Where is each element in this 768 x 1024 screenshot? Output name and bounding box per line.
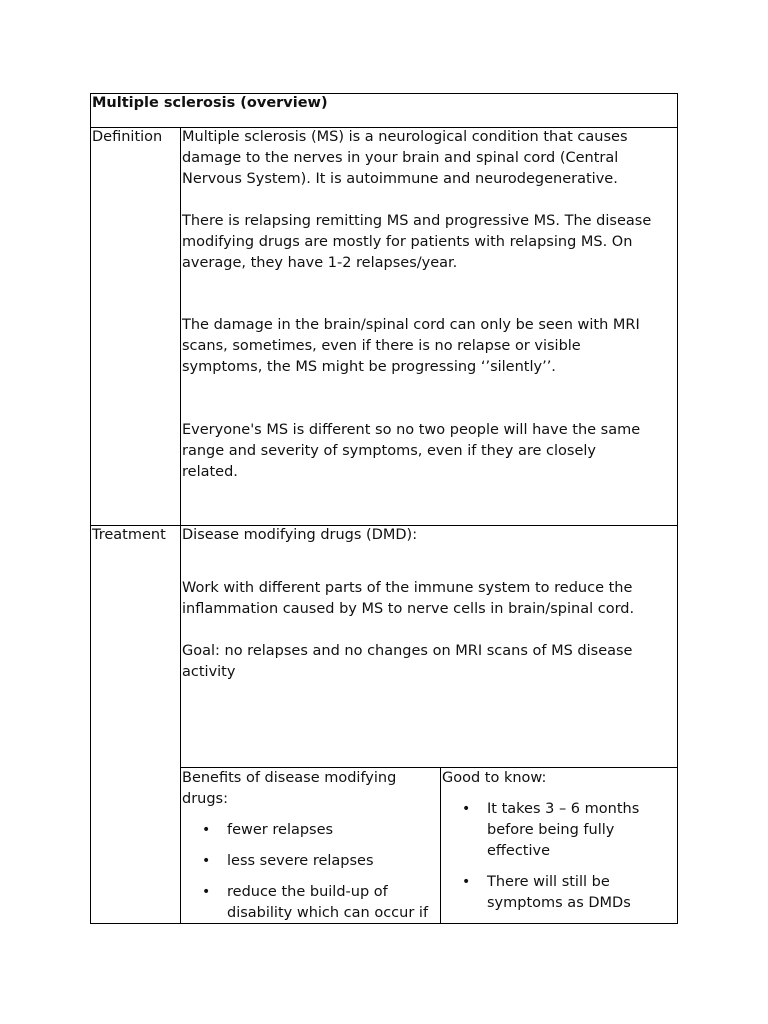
- text-line: damage to the nerves in your brain and spinal cord (Central: [182, 150, 619, 166]
- text-line: The damage in the brain/spinal cord can only be seen with MRI: [182, 317, 640, 333]
- bullet-icon: •: [462, 874, 471, 890]
- list-item-text: symptoms as DMDs: [487, 895, 631, 911]
- benefits-heading: drugs:: [182, 791, 228, 807]
- treatment-label: Treatment: [92, 527, 166, 543]
- treatment-heading: Disease modifying drugs (DMD):: [182, 527, 418, 543]
- text-line: range and severity of symptoms, even if they are closely: [182, 443, 596, 459]
- table-title: Multiple sclerosis (overview): [92, 95, 328, 111]
- text-line: Goal: no relapses and no changes on MRI scans of MS disease: [182, 643, 633, 659]
- text-line: Everyone's MS is different so no two people will have the same: [182, 422, 641, 438]
- bullet-icon: •: [462, 801, 471, 817]
- list-item-text: There will still be: [487, 874, 610, 890]
- bullet-icon: •: [202, 884, 211, 900]
- subtable-column-divider: [440, 767, 441, 924]
- text-line: Nervous System). It is autoimmune and neurodegenerative.: [182, 171, 618, 187]
- benefits-heading: Benefits of disease modifying: [182, 770, 397, 786]
- text-line: Work with different parts of the immune system to reduce the: [182, 580, 633, 596]
- list-item-text: reduce the build-up of: [227, 884, 388, 900]
- text-line: scans, sometimes, even if there is no relapse or visible: [182, 338, 581, 354]
- text-line: average, they have 1-2 relapses/year.: [182, 255, 458, 271]
- list-item-text: fewer relapses: [227, 822, 334, 838]
- text-line: activity: [182, 664, 236, 680]
- list-item-text: less severe relapses: [227, 853, 374, 869]
- text-line: symptoms, the MS might be progressing ‘’silently’’.: [182, 359, 556, 375]
- text-line: related.: [182, 464, 238, 480]
- list-item-text: It takes 3 – 6 months: [487, 801, 640, 817]
- table-border-right: [677, 93, 678, 924]
- list-item-text: effective: [487, 843, 551, 859]
- text-line: modifying drugs are mostly for patients with relapsing MS. On: [182, 234, 633, 250]
- list-item-text: disability which can occur if: [227, 905, 429, 921]
- bullet-icon: •: [202, 822, 211, 838]
- bullet-icon: •: [202, 853, 211, 869]
- good-to-know-heading: Good to know:: [442, 770, 547, 786]
- definition-label: Definition: [92, 129, 163, 145]
- list-item-text: before being fully: [487, 822, 615, 838]
- text-line: Multiple sclerosis (MS) is a neurological condition that causes: [182, 129, 628, 145]
- text-line: There is relapsing remitting MS and progressive MS. The disease: [182, 213, 652, 229]
- text-line: inflammation caused by MS to nerve cells in brain/spinal cord.: [182, 601, 635, 617]
- table-border-left: [90, 93, 91, 924]
